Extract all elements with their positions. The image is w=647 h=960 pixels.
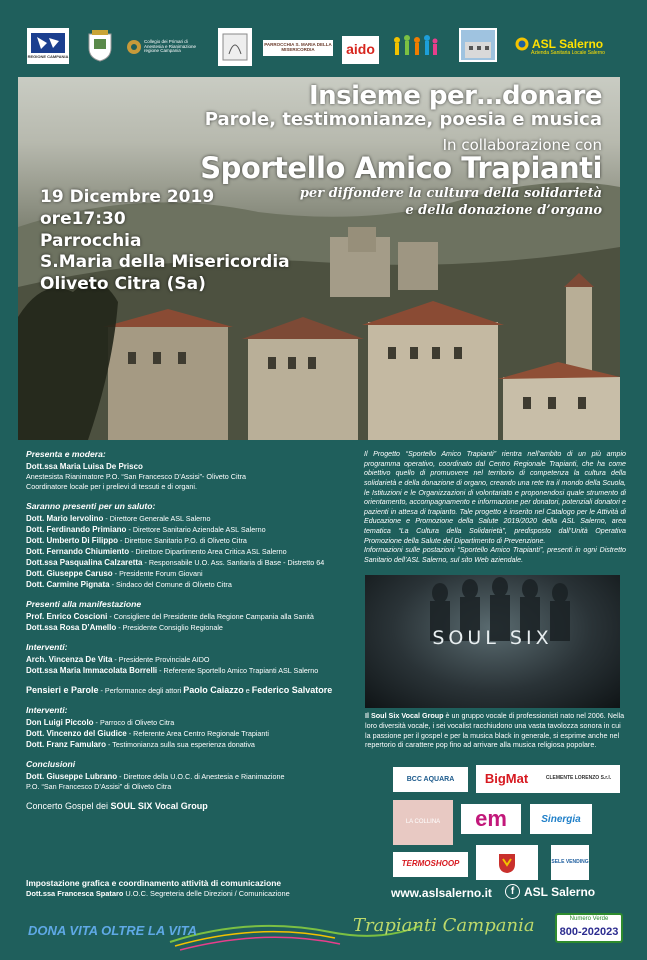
bcc-text: BCC AQUARA	[406, 775, 455, 783]
speaker-name: Don Luigi Piccolo	[26, 717, 94, 727]
soul-six-name: Il Soul Six Vocal Group	[365, 711, 444, 720]
speaker-role: - Direttore Sanitario Aziendale ASL Salerno	[126, 524, 266, 534]
presenta-role-2: Coordinatore locale per i prelievi di tessuti e di organi.	[26, 481, 197, 491]
speaker-name: Dott. Franz Famularo	[26, 740, 107, 750]
regione-campania-text: REGIONE CAMPANIA	[27, 53, 69, 59]
presenta-title: Presenta e modera:	[26, 449, 106, 459]
interventi-title: Interventi:	[26, 641, 68, 652]
mission-line-1: per diffondere la cultura della solidarietà	[299, 186, 602, 201]
fondazione-logo	[218, 28, 252, 66]
sportello-title: Sportello Amico Trapianti	[200, 151, 602, 185]
crest-icon	[87, 30, 113, 62]
project-description	[364, 450, 626, 566]
speaker-role: - Direttore Generale ASL Salerno	[103, 513, 211, 523]
speaker-row	[26, 739, 366, 750]
asl-title: ASL Salerno	[532, 36, 604, 51]
speaker-row	[26, 557, 366, 568]
people-group-icon	[389, 32, 439, 62]
speaker-role: - Responsabile U.O. Ass. Sanitaria di Base - Distretto 64	[142, 557, 325, 567]
sponsor-em	[461, 804, 521, 834]
speaker-name: Dott.ssa Maria Immacolata Borrelli	[26, 665, 158, 675]
speaker-row	[26, 728, 366, 739]
speaker-role: - Parroco di Oliveto Citra	[93, 717, 175, 727]
sponsor-la-collina	[393, 800, 453, 845]
credit-role: U.O.C. Segreteria delle Direzioni / Comunicazione	[123, 889, 290, 899]
website-link[interactable]: www.aslsalerno.it	[391, 886, 492, 900]
regione-emblem-icon	[31, 33, 65, 53]
collegio-primari-logo	[126, 36, 208, 58]
speaker-row	[26, 622, 366, 633]
concerto-text: Concerto Gospel dei	[26, 800, 111, 811]
speaker-name: Prof. Enrico Coscioni	[26, 611, 108, 621]
project-info-text: Informazioni sulle postazioni “Sportello Amico Trapianti”, presenti in ogni Distretto Sanitario dell’ASL Salerno, sul sito Web aziendale.	[364, 546, 626, 565]
interventi-title-2: Interventi:	[26, 705, 68, 716]
speaker-row	[26, 546, 366, 557]
speaker-name: Dott. Umberto Di Filippo	[26, 535, 118, 545]
speaker-role: - Presidente Provinciale AIDO	[112, 654, 210, 664]
speaker-name: Dott. Fernando Chiumiento	[26, 546, 130, 556]
asl-salerno-logo	[515, 34, 623, 60]
project-text: Il Progetto “Sportello Amico Trapianti” rientra nell’ambito di un più ampio programma operativo, coordinato dal Centro Regionale Trapianti, che ha come obiettivo quello di promuovere nel territorio di competenza la cultura della solidarietà e della donazione di organo, creando una rete tra il mondo della Scuola, le Istituzioni e le Organizzazioni di volontariato e proponendosi quale strumento di orientamento, accompagnamento e informazione per donatori, potenziali donatori e pazienti in attesa di trapianto. Tale progetto è inserito nel Catalogo per le Attività di Educazione e Promozione della Salute 2019/2020 della ASL Salerno, area tematica “La Cultura della Solidarietà”, predisposto dall’Unità Operativa Promozione della Salute del Dipartimento di Prevenzione.	[364, 450, 626, 545]
parrocchia-text: PARROCCHIA S. MARIA DELLA MISERICORDIA	[264, 42, 332, 52]
logo-bar	[0, 0, 647, 78]
presenta-name: Dott.ssa Maria Luisa De Prisco	[26, 461, 143, 471]
aido-logo	[342, 36, 379, 64]
asl-emblem-icon	[515, 37, 529, 51]
sponsor-termoshoop	[393, 852, 468, 877]
program-list	[26, 443, 366, 812]
speaker-role: - Consigliere del Presidente della Regione Campania alla Sanità	[107, 611, 314, 621]
bigmat-sub-text: CLEMENTE LORENZO S.r.l.	[545, 775, 612, 782]
regione-campania-logo	[27, 28, 69, 64]
speaker-name: Dott. Carmine Pignata	[26, 579, 110, 589]
credit-title: Impostazione grafica e coordinamento attività di comunicazione	[26, 878, 282, 888]
speaker-role: - Referente Sportello Amico Trapianti ASL Salerno	[157, 665, 319, 675]
concerto-row	[26, 800, 366, 812]
facebook-link[interactable]	[505, 884, 595, 899]
speaker-name: Dott.ssa Pasqualina Calzaretta	[26, 557, 143, 567]
facebook-icon: f	[505, 884, 520, 899]
asl-subtitle: Azienda Sanitaria Locale Salerno	[531, 50, 605, 57]
presenta-role-1: Anestesista Rianimatore P.O. “San Francesco D’Assisi”- Oliveto Citra	[26, 471, 246, 481]
speaker-role: - Referente Area Centro Regionale Trapianti	[126, 728, 269, 738]
speaker-row	[26, 568, 366, 579]
sponsor-bigmat	[476, 765, 620, 793]
coat-of-arms-icon	[497, 852, 517, 874]
speaker-name: Dott. Giuseppe Lubrano	[26, 771, 118, 781]
pensieri-and: e	[243, 685, 252, 695]
soul-six-description	[365, 711, 627, 750]
dona-vita-slogan: DONA VITA OLTRE LA VITA	[28, 923, 197, 938]
sele-text: SELE VENDING	[551, 858, 589, 865]
event-subtitle: Parole, testimonianze, poesia e musica	[204, 109, 602, 130]
parrocchia-logo	[263, 40, 333, 56]
hero-photo	[18, 77, 620, 440]
speaker-name: Dott. Ferdinando Primiano	[26, 524, 127, 534]
speaker-name: Dott. Mario Iervolino	[26, 513, 104, 523]
speaker-row	[26, 524, 366, 535]
speaker-role: - Direttore della U.O.C. di Anestesia e Rianimazione	[117, 771, 285, 781]
collegio-text: Collegio dei Primari di Anestesia e Rianimazione regione Campania	[144, 38, 197, 54]
termo-text: TERMOSHOOP	[401, 859, 460, 869]
speaker-row	[26, 579, 366, 590]
pensieri-row	[26, 684, 366, 696]
mission-line-2: e della donazione d’organo	[405, 202, 602, 218]
comune-crest-logo	[85, 28, 115, 64]
speaker-row	[26, 535, 366, 546]
aido-text: aido	[346, 41, 375, 58]
pensieri-actor-2: Federico Salvatore	[251, 684, 333, 695]
speaker-row	[26, 654, 366, 665]
speaker-name: Dott. Vincenzo del Giudice	[26, 728, 127, 738]
event-time: ore17:30	[40, 208, 126, 229]
fondazione-emblem-icon	[221, 32, 249, 62]
soul-six-label: SOUL SIX	[432, 627, 553, 649]
speaker-name: Dott.ssa Rosa D’Amello	[26, 622, 117, 632]
sponsor-sele-vending	[551, 845, 589, 880]
speaker-role: - Direttore Sanitario P.O. di Oliveto Citra	[118, 535, 247, 545]
sponsor-sinergia	[530, 804, 592, 834]
credit-line	[26, 889, 290, 899]
event-place-3: Oliveto Citra (Sa)	[40, 274, 206, 294]
speaker-role: - Presidente Consiglio Regionale	[116, 622, 223, 632]
event-place-1: Parrocchia	[40, 230, 142, 251]
event-info	[40, 187, 290, 296]
speaker-row	[26, 717, 366, 728]
speaker-role: - Testimonianza sulla sua esperienza donativa	[106, 740, 255, 750]
numero-verde-number: 800-202023	[559, 926, 619, 938]
em-text: em	[475, 805, 507, 831]
sponsor-coat	[476, 845, 538, 880]
pensieri-mid: - Performance degli attori	[98, 685, 184, 695]
saluto-title: Saranno presenti per un saluto:	[26, 500, 156, 511]
credit-name: Dott.ssa Francesca Spataro	[26, 889, 124, 899]
numero-verde-box	[555, 913, 623, 943]
speaker-name: Arch. Vincenza De Vita	[26, 654, 113, 664]
pensieri-actor-1: Paolo Caiazzo	[183, 684, 244, 695]
credit-block	[26, 878, 290, 899]
building-icon	[461, 30, 495, 60]
numero-verde-label: Numero Verde	[569, 916, 609, 922]
conclusioni-role-2: P.O. “San Francesco D’Assisi” di Oliveto Citra	[26, 781, 172, 791]
concerto-group: SOUL SIX Vocal Group	[110, 800, 208, 811]
volunteers-logo	[389, 30, 439, 64]
sinergia-text: Sinergia	[541, 813, 581, 825]
collegio-emblem-icon	[126, 39, 142, 55]
building-logo	[459, 28, 497, 62]
speaker-role: - Sindaco del Comune di Oliveto Citra	[109, 579, 232, 589]
collina-text: LA COLLINA	[405, 819, 441, 826]
soul-six-photo	[365, 575, 620, 708]
mission-text	[300, 186, 602, 220]
speaker-role: - Presidente Forum Giovani	[112, 568, 203, 578]
sponsor-bcc	[393, 767, 468, 792]
conclusioni-title: Conclusioni	[26, 759, 76, 770]
event-place-2: S.Maria della Misericordia	[40, 252, 290, 273]
facebook-text: ASL Salerno	[524, 884, 596, 899]
pensieri-label: Pensieri e Parole	[26, 684, 99, 695]
collab-text: In collaborazione con	[442, 136, 602, 154]
speaker-row	[26, 611, 366, 622]
speaker-row	[26, 771, 366, 782]
bigmat-text: BigMat	[484, 770, 529, 786]
soul-six-text: è un gruppo vocale di professionisti nato nel 2006. Nella loro diversità vocale, i sei vocalist racchiudono una vasta tavolozza sonora in cui la passione per il gospel e per la musica black in generale, si esprime anche nel repertorio di carattere pop fino ad arrivare alla musica religiosa popolare.	[365, 711, 625, 750]
speaker-name: Dott. Giuseppe Caruso	[26, 568, 113, 578]
event-date: 19 Dicembre 2019	[40, 187, 215, 207]
speaker-role: - Direttore Dipartimento Area Critica ASL Salerno	[129, 546, 287, 556]
trapianti-campania-logo: Trapianti Campania	[353, 915, 535, 936]
speaker-row	[26, 513, 366, 524]
event-title: Insieme per…donare	[308, 81, 602, 111]
manif-title: Presenti alla manifestazione	[26, 598, 142, 609]
speaker-row	[26, 665, 366, 676]
